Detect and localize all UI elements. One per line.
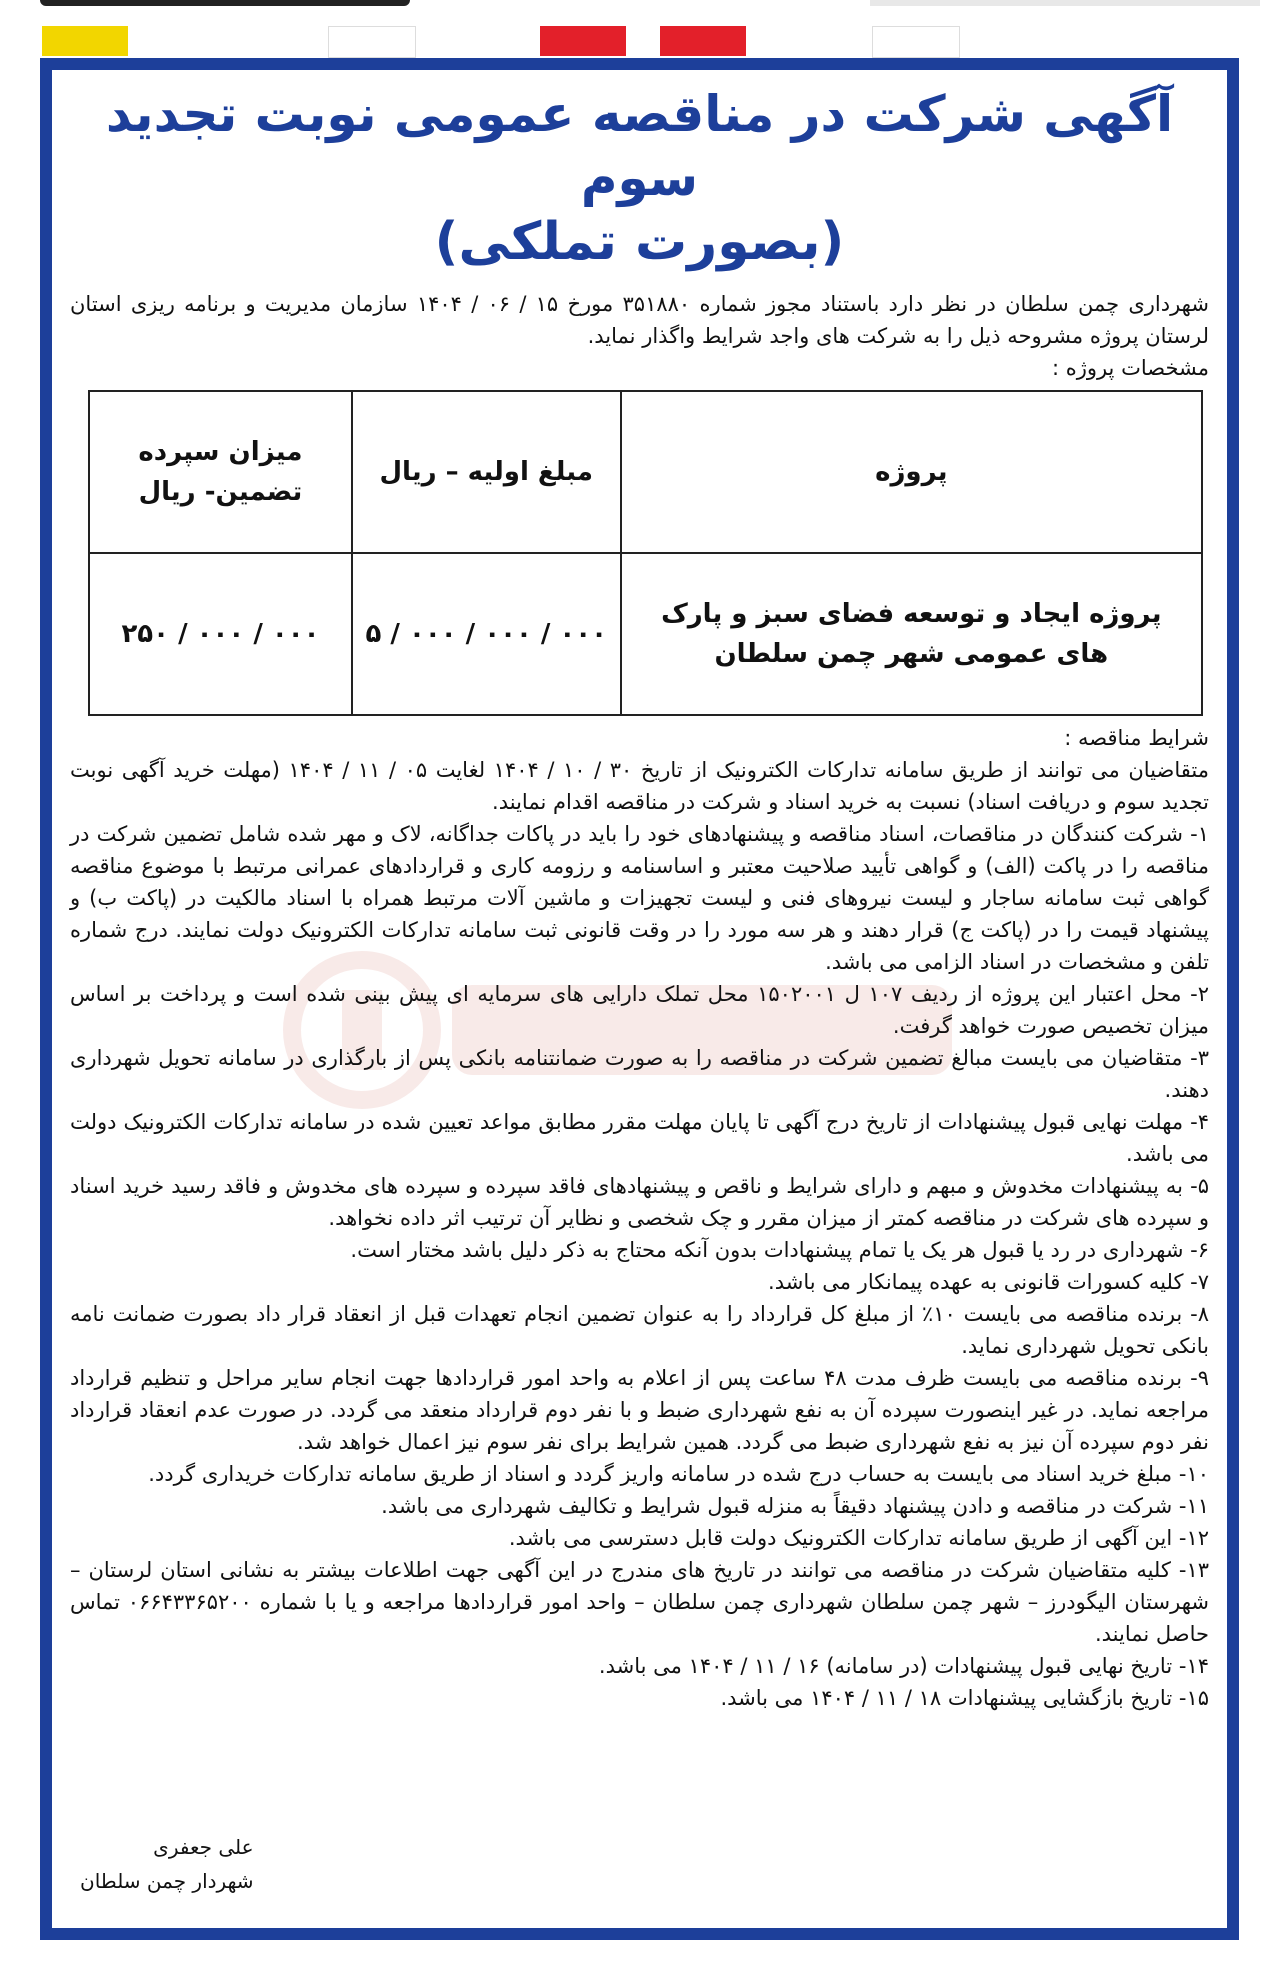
condition-item: ۱۳- کلیه متقاضیان شرکت در مناقصه می توانند در تاریخ های مندرج در این آگهی جهت اطلاعات بیشتر به نشانی استان لرستان – شهرستان الیگودرز – شهر چمن سلطان شهرداری چمن سلطان – واحد امور قراردادها مراجعه و یا با شماره ۰۶۶۴۳۳۶۵۲۰۰ تماس حاصل نمایند. (70, 1558, 1209, 1646)
notice-title: آگهی شرکت در مناقصه عمومی نوبت تجدید سوم (105, 85, 1174, 207)
conditions-list (62, 818, 1217, 1714)
condition-item: ۱۴- تاریخ نهایی قبول پیشنهادات (در سامانه) ۱۶ / ۱۱ / ۱۴۰۴ می باشد. (598, 1654, 1209, 1678)
top-strip (0, 0, 1279, 62)
signature-title: شهردار چمن سلطان (80, 1869, 254, 1893)
table-header-project: پروژه (621, 391, 1202, 553)
condition-item: ۱۲- این آگهی از طریق سامانه تدارکات الکترونیک دولت قابل دسترسی می باشد. (508, 1526, 1209, 1550)
table-row (89, 553, 1202, 715)
notice-subtitle: (بصورت تملکی) (434, 212, 845, 272)
condition-item: ۸- برنده مناقصه می بایست ۱۰٪ از مبلغ کل قرارداد را به عنوان تضمین انجام تعهدات قبل از انعقاد قرار داد بصورت ضمانت نامه بانکی تحویل شهرداری نماید. (70, 1302, 1209, 1358)
color-swatch-white (328, 26, 416, 58)
signature-name: علی جعفری (153, 1835, 254, 1859)
color-swatch-yellow (42, 26, 128, 56)
table-cell-initial-amount: ۰۰۰ / ۰۰۰ / ۰۰۰ / ۵ (352, 553, 621, 715)
notice-content (62, 80, 1217, 1918)
condition-item: ۱۱- شرکت در مناقصه و دادن پیشنهاد دقیقاً به منزله قبول شرایط و تکالیف شهرداری می باشد. (381, 1494, 1209, 1518)
conditions-label: شرایط مناقصه : (1064, 726, 1209, 750)
conditions-intro: متقاضیان می توانند از طریق سامانه تدارکات الکترونیک از تاریخ ۳۰ / ۱۰ / ۱۴۰۴ لغایت ۰۵ / ۱۱ / ۱۴۰۴ (مهلت خرید آگهی نوبت تجدید سوم و دریافت اسناد) نسبت به خرید اسناد و شرکت در مناقصه اقدام نمایند. (70, 758, 1209, 814)
condition-item: ۶- شهرداری در رد یا قبول هر یک یا تمام پیشنهادات بدون آنکه محتاج به ذکر دلیل باشد مختار است. (350, 1238, 1209, 1262)
condition-item: ۱۵- تاریخ بازگشایی پیشنهادات ۱۸ / ۱۱ / ۱۴۰۴ می باشد. (720, 1686, 1209, 1710)
top-edge-shape-right (870, 0, 1260, 6)
intro-paragraph: شهرداری چمن سلطان در نظر دارد باستناد مجوز شماره ۳۵۱۸۸۰ مورخ ۱۵ / ۰۶ / ۱۴۰۴ سازمان مدیریت و برنامه ریزی استان لرستان پروژه مشروحه ذیل را به شرکت های واجد شرایط واگذار نماید. (70, 292, 1209, 348)
table-header-guarantee: میزان سپرده تضمین- ریال (89, 391, 352, 553)
condition-item: ۹- برنده مناقصه می بایست ظرف مدت ۴۸ ساعت پس از اعلام به واحد امور قراردادها جهت انجام سایر مراحل و تنظیم قرارداد مراجعه نماید. در غیر اینصورت سپرده آن به نفع شهرداری ضبط و با نفر دوم قرارداد منعقد می گردد. در صورت عدم انعقاد قرارداد نفر دوم سپرده آن نیز به نفع شهرداری ضبط می گردد. همین شرایط برای نفر سوم نیز اعمال خواهد شد. (70, 1366, 1210, 1454)
top-edge-shape (40, 0, 410, 6)
table-cell-project-name: پروژه ایجاد و توسعه فضای سبز و پارک های عمومی شهر چمن سلطان (621, 553, 1202, 715)
color-swatch-red (540, 26, 626, 56)
condition-item: ۱۰- مبلغ خرید اسناد می بایست به حساب درج شده در سامانه واریز گردد و اسناد از طریق سامانه تدارکات خریداری گردد. (148, 1462, 1209, 1486)
table-cell-guarantee: ۰۰۰ / ۰۰۰ / ۲۵۰ (89, 553, 352, 715)
specs-label: مشخصات پروژه : (1051, 356, 1209, 380)
color-swatch-white-2 (872, 26, 960, 58)
color-swatch-red-2 (660, 26, 746, 56)
signature-block (80, 1830, 254, 1898)
condition-item: ۷- کلیه کسورات قانونی به عهده پیمانکار می باشد. (768, 1270, 1209, 1294)
table-header-initial-amount: مبلغ اولیه – ریال (352, 391, 621, 553)
table-header-row (89, 391, 1202, 553)
notice-frame (40, 58, 1239, 1940)
condition-item: ۱- شرکت کنندگان در مناقصات، اسناد مناقصه و پیشنهادهای خود را باید در پاکات جداگانه، لاک و مهر شده شامل تضمین شرکت در مناقصه را در پاکت (الف) و گواهی تأیید صلاحیت معتبر و اساسنامه و رزومه کاری و قراردادهای عمرانی مرتبط با موضوع مناقصه گواهی ثبت سامانه ساجار و لیست نیروهای فنی و لیست تجهیزات و ماشین آلات مرتبط همراه با اسناد مالکیت در (پاکت ب) و پیشنهاد قیمت را در (پاکت ج) قرار دهند و هر سه مورد را در وقت قانونی ثبت سامانه تدارکات الکترونیک دولت نمایند. درج شماره تلفن و مشخصات در اسناد الزامی می باشد. (70, 822, 1209, 974)
condition-item: ۴- مهلت نهایی قبول پیشنهادات از تاریخ درج آگهی تا پایان مهلت مقرر مطابق مواعد تعیین شده در سامانه تدارکات الکترونیک دولت می باشد. (70, 1110, 1209, 1166)
condition-item: ۳- متقاضیان می بایست مبالغ تضمین شرکت در مناقصه را به صورت ضمانتنامه بانکی پس از بارگذاری در سامانه تحویل شهرداری دهند. (70, 1046, 1209, 1102)
project-table (88, 390, 1203, 716)
condition-item: ۲- محل اعتبار این پروژه از ردیف ۱۰۷ ل ۱۵۰۲۰۰۱ محل تملک دارایی های سرمایه ای پیش بینی شده است و پرداخت بر اساس میزان تخصیص صورت خواهد گرفت. (70, 982, 1209, 1038)
condition-item: ۵- به پیشنهادات مخدوش و مبهم و دارای شرایط و ناقص و پیشنهادهای فاقد سپرده و سپرده های مخدوش و فاقد رسید خرید اسناد و سپرده های شرکت در مناقصه کمتر از میزان مقرر و چک شخصی و نظایر آن ترتیب اثر داده نخواهد. (70, 1174, 1209, 1230)
